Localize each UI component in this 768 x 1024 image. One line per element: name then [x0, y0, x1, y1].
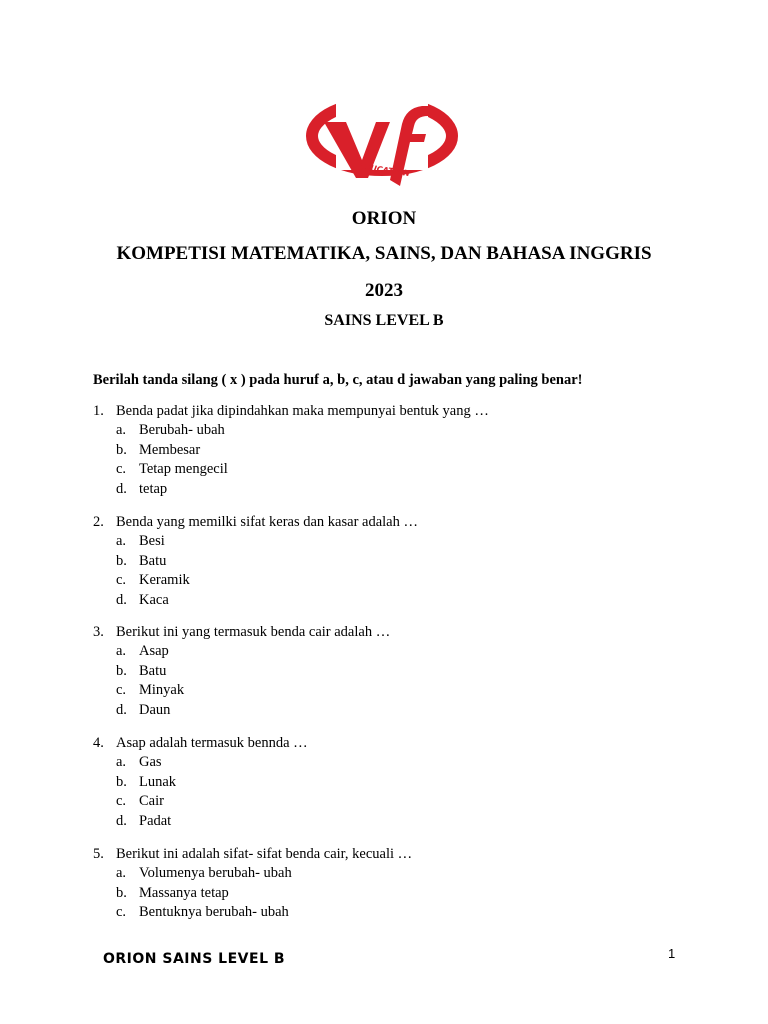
option-letter: c.	[116, 682, 127, 698]
question-text: Benda padat jika dipindahkan maka mempunyai bentuk yang …	[116, 403, 489, 419]
question-number: 4.	[93, 735, 104, 751]
option-a[interactable]	[116, 421, 489, 441]
option-letter: a.	[116, 754, 127, 770]
option-b[interactable]	[116, 441, 489, 461]
question-text: Berikut ini adalah sifat- sifat benda cair, kecuali …	[116, 846, 413, 862]
question-5	[93, 845, 412, 923]
page-number: 1	[668, 946, 676, 961]
footer-title: ORION SAINS LEVEL B	[103, 951, 286, 967]
option-letter: d.	[116, 480, 127, 497]
option-c[interactable]	[116, 903, 412, 923]
option-a[interactable]	[116, 753, 308, 773]
option-letter: d.	[116, 812, 127, 829]
question-4	[93, 734, 308, 831]
option-b[interactable]	[116, 884, 412, 904]
option-d[interactable]	[116, 812, 308, 832]
question-number: 3.	[93, 624, 104, 640]
option-letter: c.	[116, 461, 127, 477]
option-letter: b.	[116, 773, 127, 790]
option-text: Besi	[139, 533, 165, 549]
option-b[interactable]	[116, 662, 390, 682]
question-1	[93, 402, 489, 499]
option-text: Asap	[139, 643, 169, 659]
option-text: Padat	[139, 812, 172, 829]
question-number: 1.	[93, 403, 104, 419]
option-letter: a.	[116, 643, 127, 659]
title-competition: KOMPETISI MATEMATIKA, SAINS, DAN BAHASA INGGRIS	[116, 243, 652, 264]
option-letter: d.	[116, 701, 127, 718]
option-b[interactable]	[116, 773, 308, 793]
option-text: Batu	[139, 552, 167, 569]
question-2	[93, 513, 418, 610]
option-text: Bentuknya berubah- ubah	[139, 904, 289, 920]
option-text: Gas	[139, 754, 162, 770]
option-d[interactable]	[116, 591, 418, 611]
option-letter: b.	[116, 552, 127, 569]
option-a[interactable]	[116, 532, 418, 552]
title-orion: ORION	[351, 208, 417, 229]
option-a[interactable]	[116, 864, 412, 884]
title-year: 2023	[365, 280, 403, 301]
vf-education-logo	[306, 86, 458, 190]
option-letter: a.	[116, 865, 127, 881]
question-number: 5.	[93, 846, 104, 862]
option-text: Membesar	[139, 441, 201, 458]
question-number: 2.	[93, 514, 104, 530]
option-d[interactable]	[116, 480, 489, 500]
logo-education-text: EDUCATION	[357, 162, 411, 179]
option-text: Cair	[139, 793, 164, 809]
option-text: Minyak	[139, 682, 185, 698]
option-c[interactable]	[116, 792, 308, 812]
option-text: Berubah- ubah	[139, 422, 225, 438]
option-b[interactable]	[116, 552, 418, 572]
title-level: SAINS LEVEL B	[324, 312, 444, 329]
instruction-text: Berilah tanda silang ( x ) pada huruf a, b, c, atau d jawaban yang paling benar!	[93, 372, 583, 388]
option-letter: c.	[116, 572, 127, 588]
option-letter: a.	[116, 533, 127, 549]
option-text: Kaca	[139, 591, 169, 608]
option-d[interactable]	[116, 701, 390, 721]
question-text: Benda yang memilki sifat keras dan kasar adalah …	[116, 514, 418, 530]
option-letter: c.	[116, 904, 127, 920]
option-text: Tetap mengecil	[139, 461, 228, 477]
option-text: Daun	[139, 701, 171, 718]
option-text: Volumenya berubah- ubah	[139, 865, 292, 881]
option-text: Massanya tetap	[139, 884, 229, 901]
option-a[interactable]	[116, 642, 390, 662]
option-c[interactable]	[116, 460, 489, 480]
option-text: Lunak	[139, 773, 177, 790]
option-text: tetap	[139, 480, 168, 497]
option-letter: a.	[116, 422, 127, 438]
option-letter: c.	[116, 793, 127, 809]
question-text: Berikut ini yang termasuk benda cair adalah …	[116, 624, 391, 640]
option-c[interactable]	[116, 681, 390, 701]
question-text: Asap adalah termasuk bennda …	[116, 735, 308, 751]
option-text: Keramik	[139, 572, 190, 588]
option-c[interactable]	[116, 571, 418, 591]
option-letter: b.	[116, 662, 127, 679]
option-letter: b.	[116, 441, 127, 458]
option-text: Batu	[139, 662, 167, 679]
question-3	[93, 623, 390, 720]
option-letter: d.	[116, 591, 127, 608]
option-letter: b.	[116, 884, 127, 901]
